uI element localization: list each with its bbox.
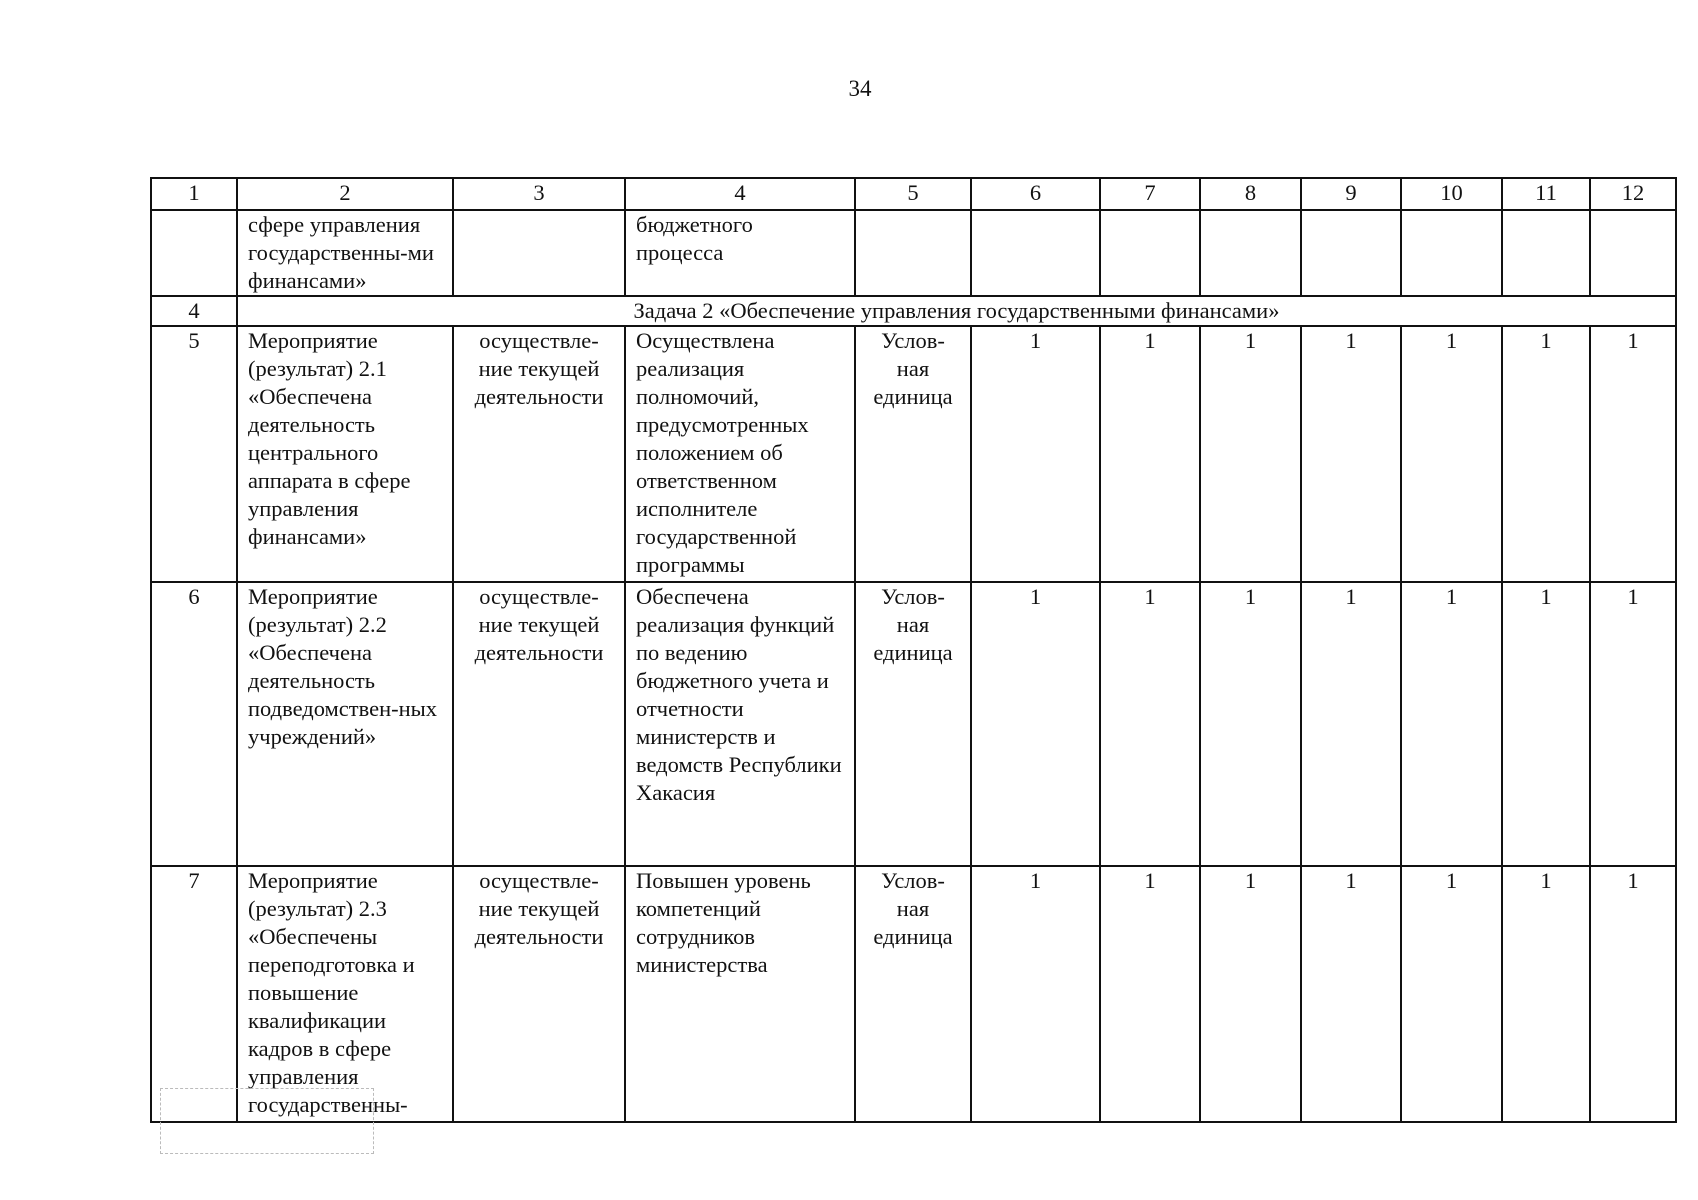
activity-type: осуществле-ние текущей деятельности <box>453 866 625 1122</box>
activity-name: Мероприятие (результат) 2.1 «Обеспечена деятельность центрального аппарата в сфере управления финансами» <box>237 326 453 582</box>
value-cell: 1 <box>1502 582 1590 866</box>
unit-cell: Услов-ная единица <box>855 326 971 582</box>
value-cell: 1 <box>1301 582 1401 866</box>
header-row <box>151 178 1676 210</box>
document-table <box>150 177 1677 1123</box>
value-cell: 1 <box>1200 866 1301 1122</box>
row-number: 4 <box>151 296 237 326</box>
value-cell: 1 <box>1200 582 1301 866</box>
header-cell: 4 <box>625 178 855 210</box>
faded-stamp <box>160 1088 374 1154</box>
continuation-description: бюджетного процесса <box>625 210 855 296</box>
value-cell: 1 <box>1590 866 1676 1122</box>
header-cell: 6 <box>971 178 1100 210</box>
value-cell: 1 <box>971 582 1100 866</box>
header-cell: 2 <box>237 178 453 210</box>
header-cell: 12 <box>1590 178 1676 210</box>
value-cell: 1 <box>1200 326 1301 582</box>
value-cell: 1 <box>1301 326 1401 582</box>
unit-cell: Услов-ная единица <box>855 866 971 1122</box>
activity-description: Повышен уровень компетенций сотрудников министерства <box>625 866 855 1122</box>
row-number: 5 <box>151 326 237 582</box>
value-cell: 1 <box>1590 582 1676 866</box>
value-cell: 1 <box>1100 866 1200 1122</box>
value-cell: 1 <box>1401 866 1502 1122</box>
value-cell: 1 <box>1301 866 1401 1122</box>
header-cell: 1 <box>151 178 237 210</box>
header-cell: 8 <box>1200 178 1301 210</box>
table-row <box>151 582 1676 866</box>
row-number: 7 <box>151 866 237 1122</box>
activity-description: Осуществлена реализация полномочий, предусмотренных положением об ответственном исполнителе государственной программы <box>625 326 855 582</box>
value-cell: 1 <box>1590 326 1676 582</box>
header-cell: 3 <box>453 178 625 210</box>
value-cell: 1 <box>1100 582 1200 866</box>
page-number: 34 <box>848 76 872 101</box>
continuation-name: сфере управления государственны-ми финансами» <box>237 210 453 296</box>
activity-description: Обеспечена реализация функций по ведению бюджетного учета и отчетности министерств и ведомств Республики Хакасия <box>625 582 855 866</box>
row-number: 6 <box>151 582 237 866</box>
unit-cell: Услов-ная единица <box>855 582 971 866</box>
header-cell: 7 <box>1100 178 1200 210</box>
header-cell: 11 <box>1502 178 1590 210</box>
header-cell: 10 <box>1401 178 1502 210</box>
activity-name: Мероприятие (результат) 2.3 «Обеспечены переподготовка и повышение квалификации кадров в сфере управления государственны- <box>237 866 453 1122</box>
activity-type: осуществле-ние текущей деятельности <box>453 326 625 582</box>
value-cell: 1 <box>1502 866 1590 1122</box>
table-row <box>151 326 1676 582</box>
activity-name: Мероприятие (результат) 2.2 «Обеспечена деятельность подведомствен-ных учреждений» <box>237 582 453 866</box>
value-cell: 1 <box>1401 326 1502 582</box>
header-cell: 9 <box>1301 178 1401 210</box>
value-cell: 1 <box>1401 582 1502 866</box>
header-cell: 5 <box>855 178 971 210</box>
value-cell: 1 <box>971 326 1100 582</box>
value-cell: 1 <box>1502 326 1590 582</box>
value-cell: 1 <box>1100 326 1200 582</box>
activity-type: осуществле-ние текущей деятельности <box>453 582 625 866</box>
task-title: Задача 2 «Обеспечение управления государственными финансами» <box>237 296 1676 326</box>
value-cell: 1 <box>971 866 1100 1122</box>
table-row <box>151 866 1676 1122</box>
task-row <box>151 296 1676 326</box>
continuation-row <box>151 210 1676 296</box>
